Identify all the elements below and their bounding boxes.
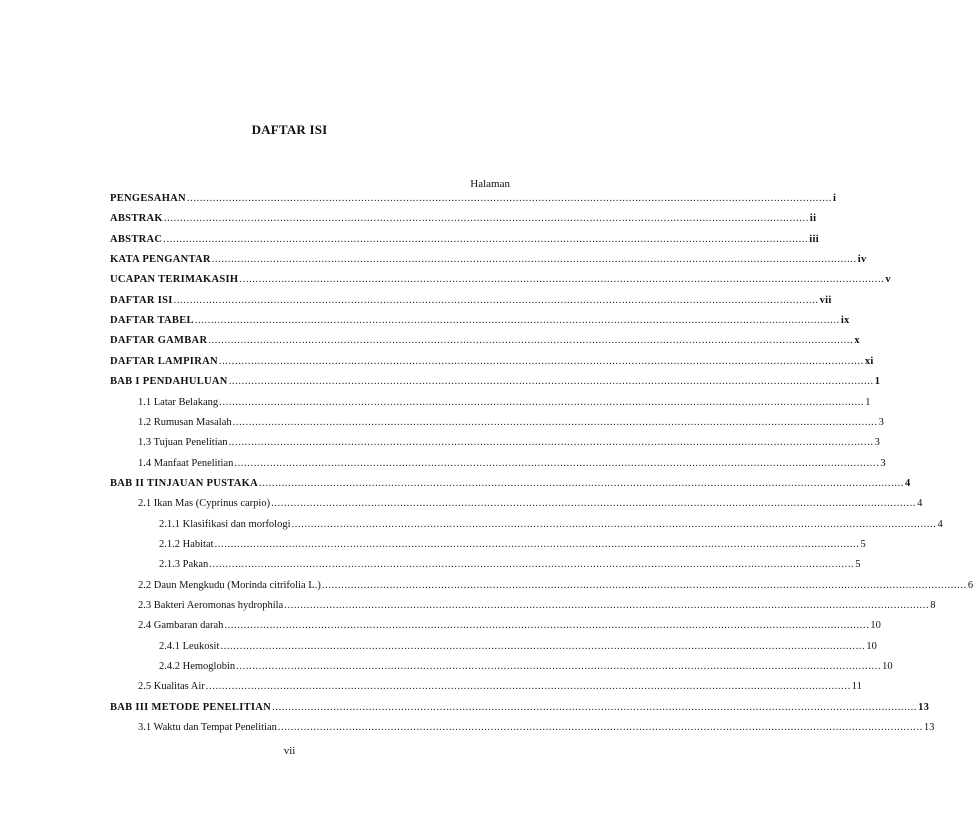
page-title: DAFTAR ISI xyxy=(251,122,328,137)
toc-entry-page: 4 xyxy=(917,498,923,510)
toc-entry xyxy=(159,640,877,654)
toc-entry xyxy=(138,436,880,450)
toc-entry-label: DAFTAR TABEL xyxy=(110,315,194,327)
toc-entry xyxy=(110,477,911,491)
toc-entry xyxy=(110,314,850,328)
toc-entry xyxy=(159,518,943,532)
toc-entry-page: 8 xyxy=(930,600,936,611)
toc-entry-page: 10 xyxy=(870,620,881,632)
toc-entry-label: BAB II TINJAUAN PUSTAKA xyxy=(110,477,258,489)
toc-entry-label: 2.1 Ikan Mas (Cyprinus carpio) xyxy=(138,498,271,510)
dot-leader: ........................................................................................................................................................................................................ xyxy=(214,538,860,550)
toc-entry-page: 4 xyxy=(905,477,911,489)
dot-leader: ........................................................................................................................................................................................................ xyxy=(234,457,880,469)
dot-leader: ........................................................................................................................................................................................................ xyxy=(321,579,967,591)
toc-entry xyxy=(110,701,930,715)
dot-leader: ........................................................................................................................................................................................................ xyxy=(209,559,855,571)
toc-entry-page: 3 xyxy=(874,437,880,449)
dot-leader: ........................................................................................................................................................................................................ xyxy=(291,518,937,530)
toc-entry xyxy=(159,558,861,572)
dot-leader: ........................................................................................................................................................................................................ xyxy=(224,620,870,632)
toc-entry-label: 2.3 Bakteri Aeromonas hydrophila xyxy=(138,600,284,611)
toc-entry-label: ABSTRAC xyxy=(110,233,163,245)
dot-leader: ........................................................................................................................................................................................................ xyxy=(205,681,851,693)
toc-entry-page: 11 xyxy=(851,681,862,693)
toc-entry-label: UCAPAN TERIMAKASIH xyxy=(110,274,239,286)
toc-entry-label: ABSTRAK xyxy=(110,213,163,225)
toc-entry xyxy=(110,273,891,287)
toc-entry xyxy=(110,355,874,369)
dot-leader: ........................................................................................................................................................................................................ xyxy=(236,661,882,673)
toc-entry-label: KATA PENGANTAR xyxy=(110,254,211,266)
toc-entry-label: DAFTAR GAMBAR xyxy=(110,335,208,347)
toc-entry-page: ii xyxy=(809,213,817,225)
toc-entry-page: 1 xyxy=(865,396,871,408)
toc-entry-page: x xyxy=(854,335,860,347)
dot-leader: ........................................................................................................................................................................................................ xyxy=(163,233,809,245)
toc-entry xyxy=(110,375,881,389)
toc-entry-page: 10 xyxy=(882,661,893,673)
toc-entry-label: 2.4.1 Leukosit xyxy=(159,640,220,652)
toc-entry-label: 1.2 Rumusan Masalah xyxy=(138,416,232,428)
dot-leader: ........................................................................................................................................................................................................ xyxy=(219,396,865,408)
dot-leader: ........................................................................................................................................................................................................ xyxy=(194,315,840,327)
toc-entry xyxy=(110,192,837,206)
dot-leader: ........................................................................................................................................................................................................ xyxy=(173,294,819,306)
toc-entry-label: DAFTAR LAMPIRAN xyxy=(110,355,218,367)
dot-leader: ........................................................................................................................................................................................................ xyxy=(277,722,923,734)
toc-entry-page: 3 xyxy=(878,416,884,428)
toc-entry-label: 2.5 Kualitas Air xyxy=(138,681,205,693)
dot-leader: ........................................................................................................................................................................................................ xyxy=(220,640,866,652)
toc-entry xyxy=(138,619,881,633)
dot-leader: ........................................................................................................................................................................................................ xyxy=(218,355,864,367)
toc-entry xyxy=(110,212,817,226)
dot-leader: ........................................................................................................................................................................................................ xyxy=(163,213,809,225)
toc-entry-label: 2.1.3 Pakan xyxy=(159,559,209,571)
toc-entry-label: DAFTAR ISI xyxy=(110,294,173,306)
toc-entry-label: 3.1 Waktu dan Tempat Penelitian xyxy=(138,722,277,734)
dot-leader: ........................................................................................................................................................................................................ xyxy=(284,600,930,611)
toc-entry xyxy=(138,497,923,511)
dot-leader: ........................................................................................................................................................................................................ xyxy=(186,193,832,204)
toc-entry-page: v xyxy=(885,274,891,286)
toc-entry xyxy=(159,538,866,552)
toc-entry-label: BAB I PENDAHULUAN xyxy=(110,376,228,388)
toc-entry xyxy=(138,396,871,410)
dot-leader: ........................................................................................................................................................................................................ xyxy=(228,437,874,449)
dot-leader: ........................................................................................................................................................................................................ xyxy=(272,701,918,713)
toc-entry xyxy=(110,253,867,267)
toc-entry-label: 2.2 Daun Mengkudu (Morinda citrifolia L.) xyxy=(138,579,321,591)
toc-entry-page: 4 xyxy=(937,518,943,530)
toc-entry-label: PENGESAHAN xyxy=(110,193,186,204)
dot-leader: ........................................................................................................................................................................................................ xyxy=(259,477,904,489)
toc-entry xyxy=(138,721,935,735)
dot-leader: ........................................................................................................................................................................................................ xyxy=(208,335,854,347)
toc-entry-page: 13 xyxy=(918,701,930,713)
toc-entry-page: xi xyxy=(864,355,874,367)
toc-entry-page: 1 xyxy=(874,376,881,388)
toc-entry xyxy=(110,233,819,247)
page-column-header: Halaman xyxy=(470,178,510,190)
toc-entry xyxy=(110,334,860,348)
toc-entry xyxy=(138,457,886,471)
toc-entry-page: iii xyxy=(809,233,819,245)
toc-entry-page: 13 xyxy=(923,722,935,734)
toc-entry-page: 6 xyxy=(967,579,973,591)
toc-entry-label: 1.4 Manfaat Penelitian xyxy=(138,457,234,469)
toc-entry-page: 5 xyxy=(860,538,866,550)
toc-entry-page: 10 xyxy=(866,640,877,652)
toc-entry-label: 2.1.1 Klasifikasi dan morfologi xyxy=(159,518,291,530)
dot-leader: ........................................................................................................................................................................................................ xyxy=(232,416,878,428)
toc-entry-label: 1.1 Latar Belakang xyxy=(138,396,219,408)
toc-entry-page: i xyxy=(832,193,837,204)
toc-entry-label: 1.3 Tujuan Penelitian xyxy=(138,437,228,449)
toc-entry xyxy=(138,416,884,430)
toc-entry-label: 2.4 Gambaran darah xyxy=(138,620,224,632)
dot-leader: ........................................................................................................................................................................................................ xyxy=(228,376,874,388)
toc-entry-page: ix xyxy=(840,315,850,327)
toc-entry xyxy=(138,680,862,694)
toc-entry-label: 2.4.2 Hemoglobin xyxy=(159,661,236,673)
toc-entry-page: vii xyxy=(819,294,832,306)
dot-leader: ........................................................................................................................................................................................................ xyxy=(271,498,917,510)
toc-entry xyxy=(138,579,973,593)
toc-entry-page: 3 xyxy=(880,457,886,469)
dot-leader: ........................................................................................................................................................................................................ xyxy=(239,274,885,286)
toc-entry-label: 2.1.2 Habitat xyxy=(159,538,214,550)
toc-entry xyxy=(110,294,832,308)
dot-leader: ........................................................................................................................................................................................................ xyxy=(211,254,857,266)
toc-entry-page: 5 xyxy=(855,559,861,571)
toc-entry xyxy=(138,599,936,613)
toc-entry-label: BAB III METODE PENELITIAN xyxy=(110,701,272,713)
page-number-footer: vii xyxy=(283,745,296,757)
toc-entry xyxy=(159,660,893,674)
toc-entry-page: iv xyxy=(857,254,867,266)
